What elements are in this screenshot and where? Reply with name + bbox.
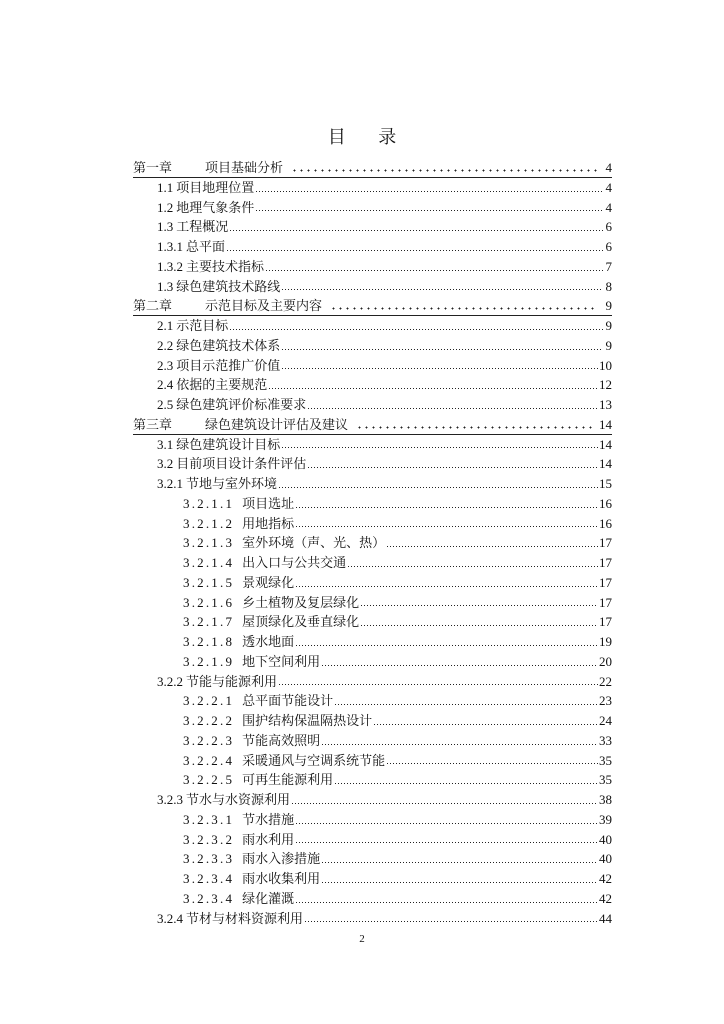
toc-entry-number: 2.4 — [157, 377, 174, 393]
toc-entry-section[interactable] — [133, 316, 612, 336]
toc-entry-page: 23 — [599, 693, 612, 709]
toc-entry-page: 17 — [599, 535, 612, 551]
toc-entry-title: 乡土植物及复层绿化 — [242, 594, 360, 610]
dot-leader — [304, 917, 598, 923]
toc-entry-page: 9 — [605, 298, 612, 314]
toc-entry-page: 40 — [599, 851, 612, 867]
toc-entry-subsection[interactable] — [133, 494, 612, 514]
toc-entry-number: 1.1 — [157, 179, 174, 195]
toc-entry-title: 地下空间利用 — [242, 653, 321, 669]
toc-entry-number: 3.2.2.1 — [183, 693, 235, 709]
toc-entry-page: 6 — [605, 219, 612, 235]
toc-entry-title: 目前项目设计条件评估 — [176, 456, 307, 472]
toc-entry-section[interactable] — [133, 672, 612, 692]
toc-entry-number: 3.2.3.2 — [183, 831, 235, 847]
dot-leader — [281, 345, 603, 351]
toc-entry-title: 项目示范推广价值 — [176, 357, 281, 373]
toc-entry-title: 绿色建筑设计目标 — [176, 436, 281, 452]
toc-entry-number: 3.2.4 — [157, 910, 183, 926]
toc-entry-number: 2.1 — [157, 318, 174, 333]
toc-entry-title: 绿化灌溉 — [242, 890, 295, 906]
toc-entry-title: 节能高效照明 — [242, 732, 321, 748]
toc-entry-section[interactable] — [133, 356, 612, 376]
toc-entry-section[interactable] — [133, 474, 612, 494]
toc-entry-title: 项目地理位置 — [176, 179, 255, 195]
dot-leader — [226, 246, 603, 252]
toc-entry-subsection[interactable] — [133, 869, 612, 889]
toc-entry-subsection[interactable] — [133, 731, 612, 751]
toc-entry-title: 总平面 — [186, 239, 226, 254]
toc-entry-number: 3.2.1.5 — [183, 574, 235, 590]
dot-leader — [295, 838, 598, 844]
toc-entry-number: 1.3 — [157, 219, 174, 235]
toc-entry-page: 4 — [605, 199, 612, 215]
toc-entry-title: 节材与材料资源利用 — [186, 910, 304, 926]
toc-entry-page: 7 — [605, 258, 612, 274]
toc-entry-page: 14 — [599, 416, 612, 432]
dot-leader — [255, 187, 603, 193]
toc-entry-title: 围护结构保温隔热设计 — [242, 713, 373, 728]
toc-entry-subsection[interactable] — [133, 830, 612, 850]
toc-entry-title: 地理气象条件 — [176, 199, 255, 215]
toc-entry-subsection[interactable] — [133, 751, 612, 771]
dot-leader — [255, 206, 603, 212]
toc-entry-page: 15 — [599, 476, 612, 491]
dot-leader — [229, 226, 603, 232]
dot-leader — [265, 266, 603, 272]
toc-entry-subsection[interactable] — [133, 849, 612, 869]
toc-entry-title: 雨水入渗措施 — [242, 851, 321, 867]
dot-leader — [268, 384, 598, 390]
toc-entry-number: 3.2.1.1 — [183, 495, 235, 511]
toc-entry-subsection[interactable] — [133, 632, 612, 652]
dot-leader — [330, 304, 598, 310]
dot-leader — [291, 166, 598, 172]
dot-leader — [307, 463, 598, 469]
toc-entry-subsection[interactable] — [133, 612, 612, 632]
toc-entry-title: 用地指标 — [242, 515, 295, 531]
dot-leader — [321, 740, 598, 746]
toc-entry-section[interactable] — [133, 454, 612, 474]
dot-leader — [295, 898, 598, 904]
toc-entry-page: 33 — [599, 732, 612, 748]
toc-entry-title: 节地与室外环境 — [186, 476, 278, 491]
toc-entry-title: 项目基础分析 — [205, 160, 284, 175]
dot-leader — [321, 661, 598, 667]
toc-entry-title: 可再生能源利用 — [242, 772, 334, 788]
dot-leader — [295, 641, 598, 647]
toc-entry-number: 2.2 — [157, 337, 174, 353]
toc-entry-title: 雨水利用 — [242, 831, 295, 847]
toc-entry-number: 3.2.1.7 — [183, 614, 235, 630]
dot-leader — [278, 680, 598, 686]
toc-entry-page: 4 — [605, 160, 612, 175]
toc-entry-title: 雨水收集利用 — [242, 871, 321, 886]
toc-entry-title: 室外环境（声、光、热） — [242, 535, 386, 551]
toc-entry-title: 绿色建筑技术路线 — [176, 278, 281, 294]
dot-leader — [307, 404, 598, 410]
toc-entry-number: 3.2.2.3 — [183, 732, 235, 748]
dot-leader — [334, 700, 598, 706]
toc-entry-page: 17 — [599, 614, 612, 630]
toc-entry-title: 绿色建筑评价标准要求 — [176, 397, 307, 412]
dot-leader — [278, 483, 598, 489]
toc-entry-section[interactable] — [133, 217, 612, 237]
toc-entry-section[interactable] — [133, 375, 612, 395]
toc-entry-page: 35 — [599, 772, 612, 788]
toc-entry-number: 3.2.1.9 — [183, 653, 235, 669]
toc-entry-number: 3.2.1.6 — [183, 594, 235, 610]
toc-entry-title: 工程概况 — [176, 219, 229, 235]
toc-entry-number: 3.2.1.8 — [183, 634, 235, 649]
toc-entry-subsection[interactable] — [133, 810, 612, 830]
toc-entry-page: 13 — [599, 397, 612, 412]
dot-leader — [321, 878, 598, 884]
dot-leader — [295, 819, 598, 825]
toc-entry-page: 38 — [599, 792, 612, 807]
toc-entry-page: 4 — [605, 179, 612, 195]
toc-entry-section[interactable] — [133, 336, 612, 356]
toc-entry-number: 第三章 — [133, 416, 173, 432]
page-number: 2 — [359, 933, 365, 945]
toc-entry-page: 42 — [599, 871, 612, 886]
toc-entry-title: 项目选址 — [242, 495, 295, 511]
toc-entry-title: 主要技术指标 — [186, 258, 265, 274]
toc-entry-page: 8 — [605, 278, 612, 294]
toc-entry-section[interactable] — [133, 395, 612, 415]
dot-leader — [386, 759, 598, 765]
toc-entry-subsection[interactable] — [133, 770, 612, 790]
toc-entry-title: 采暖通风与空调系统节能 — [242, 752, 386, 768]
toc-entry-title: 节水与水资源利用 — [186, 792, 291, 807]
toc-entry-section[interactable] — [133, 198, 612, 218]
toc-entry-page: 19 — [599, 634, 612, 649]
toc-entry-subsection[interactable] — [133, 553, 612, 573]
toc-entry-number: 3.1 — [157, 436, 174, 452]
toc-entry-subsection[interactable] — [133, 593, 612, 613]
toc-entry-number: 1.3 — [157, 278, 174, 294]
toc-entry-page: 24 — [599, 713, 612, 728]
toc-entry-number: 3.2 — [157, 456, 174, 472]
dot-leader — [356, 423, 593, 429]
toc-entry-subsection[interactable] — [133, 533, 612, 553]
toc-entry-number: 第二章 — [133, 298, 173, 314]
toc-entry-page: 22 — [599, 673, 612, 689]
toc-entry-title: 绿色建筑设计评估及建议 — [205, 416, 349, 432]
toc-entry-number: 3.2.1.2 — [183, 515, 235, 531]
toc-entry-title: 绿色建筑技术体系 — [176, 337, 281, 353]
toc-entry-section[interactable] — [133, 178, 612, 198]
toc-entry-title: 示范目标 — [176, 318, 229, 333]
toc-entry-section[interactable] — [133, 257, 612, 277]
dot-leader — [373, 720, 598, 726]
toc-entry-chapter[interactable] — [133, 296, 612, 316]
toc-entry-page: 10 — [599, 357, 612, 373]
toc-entry-number: 3.2.3.4 — [183, 890, 235, 906]
dot-leader — [347, 562, 598, 568]
toc-entry-page: 9 — [605, 318, 612, 333]
toc-entry-section[interactable] — [133, 237, 612, 257]
toc-entry-page: 9 — [605, 337, 612, 353]
dot-leader — [295, 582, 598, 588]
toc-entry-page: 17 — [599, 594, 612, 610]
dot-leader — [295, 522, 598, 528]
toc-entry-number: 第一章 — [133, 160, 173, 175]
toc-entry-page: 16 — [599, 495, 612, 511]
toc-entry-page: 35 — [599, 752, 612, 768]
toc-entry-title: 屋顶绿化及垂直绿化 — [242, 614, 360, 630]
dot-leader — [386, 542, 598, 548]
toc-entry-subsection[interactable] — [133, 711, 612, 731]
toc-entry-number: 3.2.3.1 — [183, 811, 235, 827]
toc-entry-number: 3.2.3 — [157, 792, 183, 807]
toc-entry-title: 节能与能源利用 — [186, 673, 278, 689]
toc-entry-page: 20 — [599, 653, 612, 669]
toc-entry-page: 44 — [599, 910, 612, 926]
dot-leader — [229, 325, 603, 331]
toc-entry-page: 17 — [599, 555, 612, 570]
toc-entry-title: 总平面节能设计 — [242, 693, 334, 709]
toc-entry-section[interactable] — [133, 277, 612, 297]
toc-entry-subsection[interactable] — [133, 573, 612, 593]
toc-entry-number: 3.2.3.3 — [183, 851, 235, 867]
toc-entry-subsection[interactable] — [133, 691, 612, 711]
toc-entry-chapter[interactable] — [133, 158, 612, 178]
toc-entry-title: 透水地面 — [242, 634, 295, 649]
toc-entry-number: 3.2.2.4 — [183, 752, 235, 768]
dot-leader — [334, 779, 598, 785]
toc-entry-number: 3.2.3.4 — [183, 871, 235, 886]
dot-leader — [360, 601, 598, 607]
toc-entry-number: 2.3 — [157, 357, 174, 373]
toc-entry-number: 3.2.2.5 — [183, 772, 235, 788]
toc-entry-page: 16 — [599, 515, 612, 531]
toc-entry-section[interactable] — [133, 790, 612, 810]
toc-entry-page: 14 — [599, 456, 612, 472]
toc-entry-chapter[interactable] — [133, 415, 612, 435]
toc-entry-title: 示范目标及主要内容 — [205, 298, 323, 314]
toc-entry-page: 17 — [599, 574, 612, 590]
toc-entry-number: 1.3.1 — [157, 239, 183, 254]
toc-entry-number: 3.2.2.2 — [183, 713, 235, 728]
toc-entry-title: 景观绿化 — [242, 574, 295, 590]
toc-entry-page: 39 — [599, 811, 612, 827]
dot-leader — [321, 858, 598, 864]
dot-leader — [281, 285, 603, 291]
toc-entry-number: 1.2 — [157, 199, 174, 215]
toc-entry-page: 14 — [599, 436, 612, 452]
toc-entry-number: 3.2.1.3 — [183, 535, 235, 551]
toc-entry-subsection[interactable] — [133, 889, 612, 909]
toc-entry-page: 40 — [599, 831, 612, 847]
dot-leader — [360, 621, 598, 627]
dot-leader — [291, 799, 598, 805]
toc-entry-page: 6 — [605, 239, 612, 254]
toc-entry-number: 1.3.2 — [157, 258, 183, 274]
toc-entry-subsection[interactable] — [133, 652, 612, 672]
toc-entry-section[interactable] — [133, 909, 612, 929]
toc-title: 目 录 — [327, 127, 411, 147]
toc-entry-subsection[interactable] — [133, 514, 612, 534]
toc-entry-number: 3.2.1.4 — [183, 555, 235, 570]
dot-leader — [281, 443, 598, 449]
toc-entry-title: 依据的主要规范 — [176, 377, 268, 393]
toc-entry-title: 出入口与公共交通 — [242, 555, 347, 570]
toc-entry-title: 节水措施 — [242, 811, 295, 827]
dot-leader — [281, 364, 598, 370]
dot-leader — [295, 503, 598, 509]
table-of-contents — [133, 158, 612, 928]
toc-entry-number: 3.2.1 — [157, 476, 183, 491]
toc-entry-section[interactable] — [133, 435, 612, 455]
toc-entry-number: 2.5 — [157, 397, 174, 412]
toc-entry-page: 12 — [599, 377, 612, 393]
toc-entry-number: 3.2.2 — [157, 673, 183, 689]
toc-entry-page: 42 — [599, 890, 612, 906]
